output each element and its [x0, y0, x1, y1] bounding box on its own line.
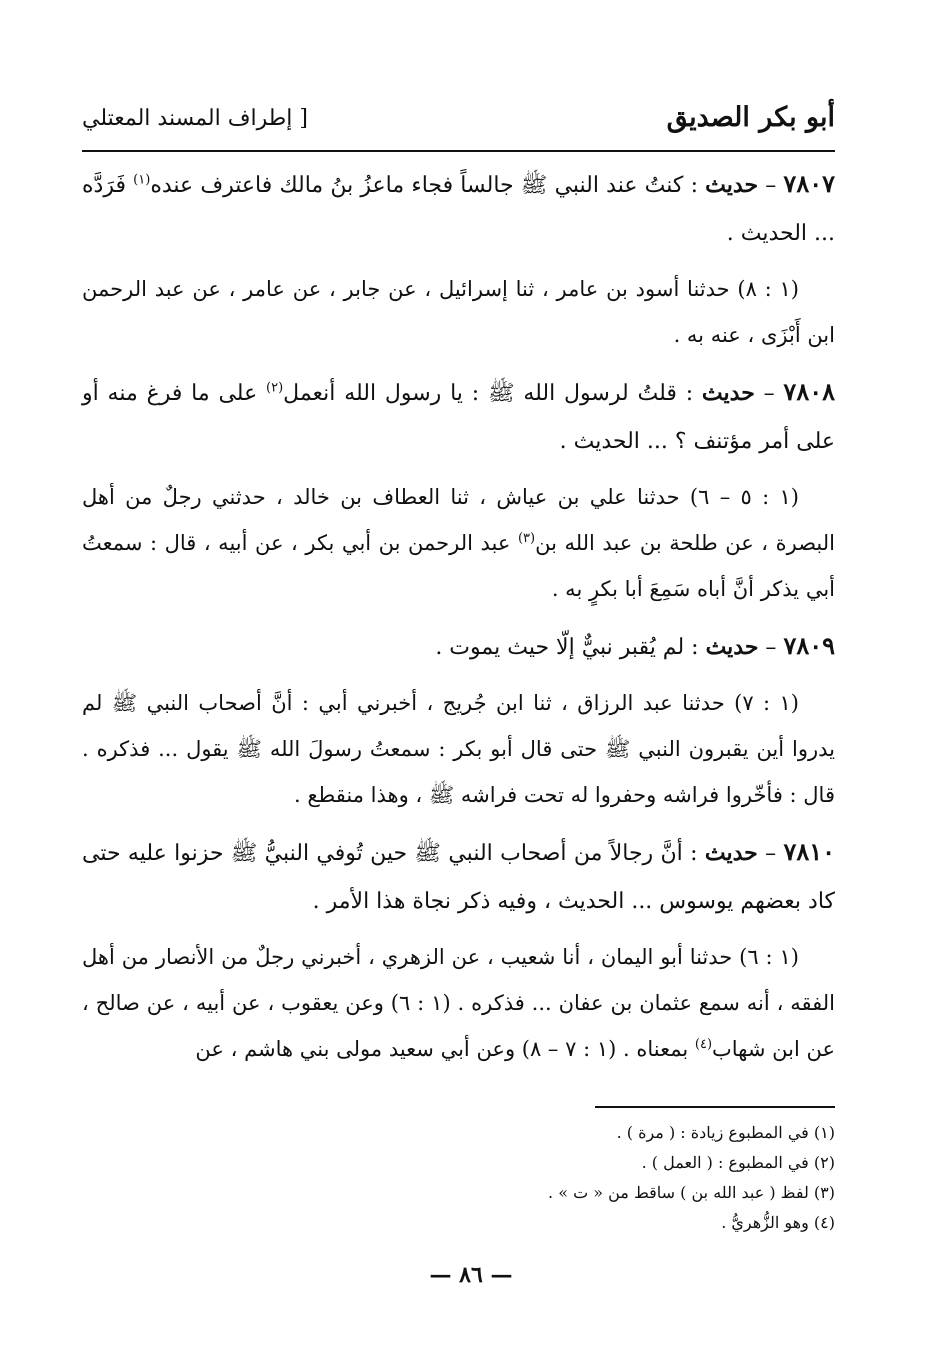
- header-book-title: [ إطراف المسند المعتلي: [82, 106, 308, 131]
- footnote-item: (١) في المطبوع زيادة : ( مرة ) .: [616, 1123, 835, 1142]
- header-section-title: أبو بكر الصديق: [666, 102, 835, 133]
- hadith-keyword: حديث: [705, 172, 759, 198]
- hadith-text: : لم يُقبر نبيٌّ إلّا حيث يموت .: [435, 635, 699, 660]
- isnad-text-continued: عبد الرحمن بن أبي بكر ، عن أبيه ، قال : سمعتُ أبي يذكر أنَّ أباه سَمِعَ أبا بكرٍ به .: [82, 531, 835, 601]
- footnote-item: (٣) لفظ ( عبد الله بن ) ساقط من « ت » .: [548, 1183, 835, 1202]
- isnad-text: (١ : ٦) حدثنا أبو اليمان ، أنا شعيب ، عن الزهري ، أخبرني رجلٌ من الأنصار من أهل الفقه ، أنه سمع عثمان بن عفان ... فذكره . (١ : ٦) وعن يعقوب ، عن أبيه ، عن صالح ، عن ابن شهاب: [82, 945, 835, 1061]
- footnote-divider: [595, 1106, 835, 1108]
- footnote-item: (٤) وهو الزُّهريُّ .: [721, 1213, 835, 1232]
- isnad-text-continued: بمعناه . (١ : ٧ – ٨) وعن أبي سعيد مولى بني هاشم ، عن: [195, 1037, 689, 1061]
- isnad-paragraph: [82, 474, 835, 612]
- hadith-entry: ٧٨١٠ – حديث : أنَّ رجالاً من أصحاب النبي ﷺ حين تُوفي النبيُّ ﷺ حزنوا عليه حتى كاد بعضهم يوسوس ... الحديث ، وفيه ذكر نجاة هذا الأمر .: [82, 837, 836, 914]
- hadith-entry: ٧٨٠٨ – حديث : قلتُ لرسول الله ﷺ : يا رسول الله أنعمل$^{(٢)}$ على ما فرغ منه أو على أمر مؤتنف ؟ ... الحديث .: [82, 377, 835, 454]
- hadith-text: : قلتُ لرسول الله ﷺ : يا رسول الله أنعمل: [283, 381, 694, 406]
- footnote-item: (٢) في المطبوع : ( العمل ) .: [641, 1153, 835, 1172]
- hadith-text: : كنتُ عند النبي ﷺ جالساً فجاء ماعزُ بنُ مالك فاعترف عنده: [150, 173, 698, 198]
- isnad-paragraph: (١ : ٧) حدثنا عبد الرزاق ، ثنا ابن جُريج ، أخبرني أبي : أنَّ أصحاب النبي ﷺ لم يدروا أين يقبرون النبي ﷺ حتى قال أبو بكر : سمعتُ رسولَ الله ﷺ يقول ... فذكره . قال : فأخّروا فراشه وحفروا له تحت فراشه ﷺ ، وهذا منقطع .: [82, 691, 835, 807]
- hadith-number: ٧٨٠٧: [783, 169, 835, 198]
- hadith-entry: ٧٨٠٩ – حديث : لم يُقبر نبيٌّ إلّا حيث يموت .: [435, 631, 835, 660]
- hadith-text-continued: على ما فرغ منه أو على أمر مؤتنف ؟ ... الحديث .: [82, 381, 835, 454]
- isnad-paragraph: (١ : ٨) حدثنا أسود بن عامر ، ثنا إسرائيل ، عن جابر ، عن عامر ، عن عبد الرحمن ابن أَبْزَى ، عنه به .: [82, 277, 835, 347]
- main-text: [82, 160, 835, 1082]
- hadith-text-continued: فَرَدَّه ... الحديث .: [82, 173, 835, 246]
- footnotes: [315, 1118, 835, 1238]
- footnote-ref: (٢): [266, 380, 284, 396]
- header-divider: [82, 150, 835, 152]
- footnote-ref: (٣): [517, 531, 536, 546]
- hadith-number: ٧٨٠٨: [783, 377, 835, 406]
- isnad-text: (١ : ٥ – ٦) حدثنا علي بن عياش ، ثنا العطاف بن خالد ، حدثني رجلٌ من أهل البصرة ، عن طلحة بن عبد الله بن: [82, 485, 835, 555]
- hadith-keyword: حديث: [704, 840, 758, 866]
- running-header: [82, 98, 835, 146]
- hadith-text: : أنَّ رجالاً من أصحاب النبي ﷺ حين تُوفي النبيُّ ﷺ حزنوا عليه حتى كاد بعضهم يوسوس ... الحديث ، وفيه ذكر نجاة هذا الأمر .: [82, 841, 835, 914]
- isnad-paragraph: [82, 934, 835, 1072]
- hadith-keyword: حديث: [701, 380, 755, 406]
- hadith-entry: ٧٨٠٧ – حديث : كنتُ عند النبي ﷺ جالساً فجاء ماعزُ بنُ مالك فاعترف عنده$^{(١)}$ فَرَدَّه ... الحديث .: [82, 169, 835, 246]
- hadith-number: ٧٨١٠: [783, 837, 836, 866]
- page-number: — ٨٦ —: [429, 1262, 513, 1288]
- hadith-number: ٧٨٠٩: [783, 631, 835, 660]
- footnote-ref: (٤): [694, 1037, 713, 1052]
- hadith-keyword: حديث: [705, 634, 759, 660]
- footnote-ref: (١): [133, 172, 151, 188]
